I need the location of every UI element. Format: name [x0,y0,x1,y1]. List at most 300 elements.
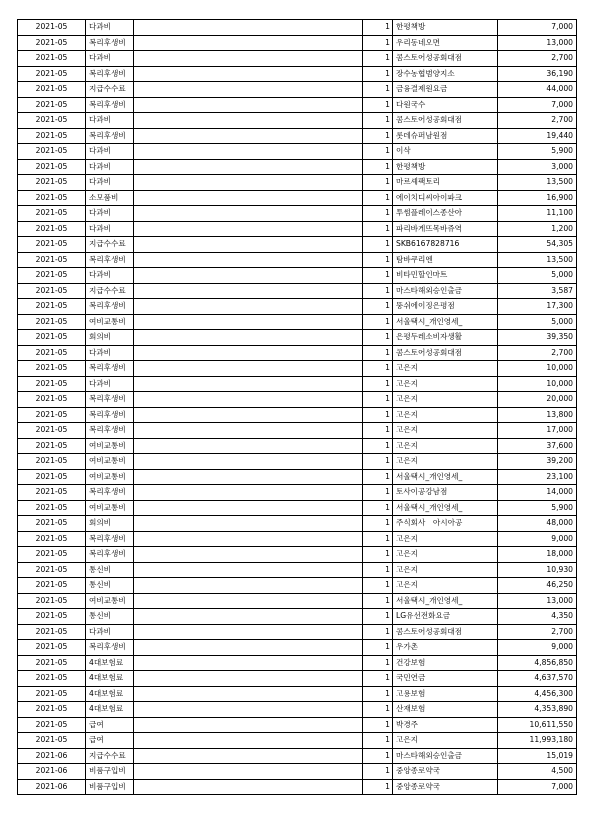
memo-cell [134,423,363,439]
month-cell: 2021-06 [18,748,86,764]
account-cell: 지급수수료 [86,82,134,98]
table-row [18,82,577,98]
table-row [18,113,577,129]
amount-cell: 4,637,570 [498,671,577,687]
vendor-cell: 토사이공강남점 [393,485,498,501]
memo-cell [134,330,363,346]
memo-cell [134,376,363,392]
memo-cell [134,748,363,764]
memo-cell [134,221,363,237]
quantity-cell: 1 [363,454,393,470]
account-cell: 여비교통비 [86,469,134,485]
account-cell: 다과비 [86,20,134,36]
account-cell: 여비교통비 [86,593,134,609]
amount-cell: 48,000 [498,516,577,532]
month-cell: 2021-05 [18,655,86,671]
memo-cell [134,206,363,222]
table-row [18,609,577,625]
account-cell: 소모품비 [86,190,134,206]
month-cell: 2021-05 [18,531,86,547]
vendor-cell: 우리동네오면 [393,35,498,51]
memo-cell [134,531,363,547]
account-cell: 복리후생비 [86,252,134,268]
account-cell: 지급수수료 [86,748,134,764]
month-cell: 2021-06 [18,779,86,795]
quantity-cell: 1 [363,190,393,206]
memo-cell [134,624,363,640]
account-cell: 복리후생비 [86,128,134,144]
table-row [18,671,577,687]
month-cell: 2021-05 [18,82,86,98]
memo-cell [134,562,363,578]
quantity-cell: 1 [363,128,393,144]
amount-cell: 3,000 [498,159,577,175]
expense-table [17,19,577,795]
vendor-cell: 투썸플레이스종산아 [393,206,498,222]
account-cell: 복리후생비 [86,547,134,563]
memo-cell [134,609,363,625]
account-cell: 복리후생비 [86,640,134,656]
memo-cell [134,686,363,702]
memo-cell [134,175,363,191]
account-cell: 복리후생비 [86,97,134,113]
amount-cell: 5,000 [498,268,577,284]
table-row [18,733,577,749]
vendor-cell: 국민연금 [393,671,498,687]
vendor-cell: 서울택시_개인영세_ [393,314,498,330]
memo-cell [134,252,363,268]
amount-cell: 37,600 [498,438,577,454]
amount-cell: 5,900 [498,144,577,160]
quantity-cell: 1 [363,144,393,160]
vendor-cell: 마스타해외승인출금 [393,748,498,764]
month-cell: 2021-05 [18,485,86,501]
table-row [18,748,577,764]
table-row [18,407,577,423]
expense-rows [18,20,577,795]
memo-cell [134,35,363,51]
vendor-cell: 에이치디씨아이파크 [393,190,498,206]
amount-cell: 4,456,300 [498,686,577,702]
month-cell: 2021-05 [18,593,86,609]
quantity-cell: 1 [363,330,393,346]
table-row [18,686,577,702]
quantity-cell: 1 [363,640,393,656]
month-cell: 2021-05 [18,469,86,485]
amount-cell: 13,800 [498,407,577,423]
quantity-cell: 1 [363,97,393,113]
table-row [18,578,577,594]
table-row [18,624,577,640]
amount-cell: 7,000 [498,20,577,36]
memo-cell [134,516,363,532]
account-cell: 4대보험료 [86,671,134,687]
amount-cell: 36,190 [498,66,577,82]
account-cell: 다과비 [86,175,134,191]
account-cell: 지급수수료 [86,237,134,253]
memo-cell [134,144,363,160]
vendor-cell: 비타민할인마트 [393,268,498,284]
vendor-cell: 서울택시_개인영세_ [393,593,498,609]
amount-cell: 5,900 [498,500,577,516]
table-row [18,640,577,656]
quantity-cell: 1 [363,500,393,516]
month-cell: 2021-05 [18,299,86,315]
table-row [18,206,577,222]
month-cell: 2021-05 [18,717,86,733]
month-cell: 2021-05 [18,562,86,578]
quantity-cell: 1 [363,779,393,795]
table-row [18,175,577,191]
account-cell: 다과비 [86,268,134,284]
account-cell: 다과비 [86,221,134,237]
vendor-cell: 콤스토어성공회대점 [393,624,498,640]
account-cell: 복리후생비 [86,423,134,439]
account-cell: 다과비 [86,206,134,222]
amount-cell: 7,000 [498,97,577,113]
amount-cell: 2,700 [498,624,577,640]
vendor-cell: 고은지 [393,376,498,392]
table-row [18,702,577,718]
account-cell: 복리후생비 [86,35,134,51]
month-cell: 2021-05 [18,66,86,82]
amount-cell: 23,100 [498,469,577,485]
quantity-cell: 1 [363,578,393,594]
quantity-cell: 1 [363,113,393,129]
table-row [18,562,577,578]
table-row [18,438,577,454]
quantity-cell: 1 [363,407,393,423]
table-row [18,500,577,516]
month-cell: 2021-05 [18,609,86,625]
amount-cell: 4,500 [498,764,577,780]
vendor-cell: 고용보험 [393,686,498,702]
vendor-cell: 고은지 [393,733,498,749]
table-row [18,376,577,392]
account-cell: 통신비 [86,578,134,594]
vendor-cell: 마르셰팩토리 [393,175,498,191]
table-row [18,531,577,547]
vendor-cell: 장수농협범양지소 [393,66,498,82]
quantity-cell: 1 [363,469,393,485]
month-cell: 2021-05 [18,175,86,191]
quantity-cell: 1 [363,20,393,36]
table-row [18,97,577,113]
vendor-cell: 마스타해외승인출금 [393,283,498,299]
table-row [18,469,577,485]
month-cell: 2021-05 [18,376,86,392]
month-cell: 2021-05 [18,128,86,144]
vendor-cell: 고은지 [393,562,498,578]
quantity-cell: 1 [363,733,393,749]
vendor-cell: 고은지 [393,454,498,470]
amount-cell: 39,350 [498,330,577,346]
memo-cell [134,733,363,749]
amount-cell: 14,000 [498,485,577,501]
month-cell: 2021-05 [18,190,86,206]
vendor-cell: 다원국수 [393,97,498,113]
amount-cell: 4,856,850 [498,655,577,671]
table-row [18,314,577,330]
table-row [18,345,577,361]
amount-cell: 10,930 [498,562,577,578]
memo-cell [134,97,363,113]
vendor-cell: 우가촌 [393,640,498,656]
account-cell: 복리후생비 [86,66,134,82]
month-cell: 2021-05 [18,733,86,749]
quantity-cell: 1 [363,423,393,439]
amount-cell: 2,700 [498,345,577,361]
amount-cell: 2,700 [498,51,577,67]
quantity-cell: 1 [363,314,393,330]
vendor-cell: 중앙종로약국 [393,764,498,780]
memo-cell [134,593,363,609]
month-cell: 2021-05 [18,314,86,330]
vendor-cell: 고은지 [393,438,498,454]
quantity-cell: 1 [363,686,393,702]
table-row [18,128,577,144]
quantity-cell: 1 [363,206,393,222]
memo-cell [134,392,363,408]
amount-cell: 4,350 [498,609,577,625]
table-row [18,764,577,780]
amount-cell: 13,000 [498,593,577,609]
quantity-cell: 1 [363,593,393,609]
amount-cell: 16,900 [498,190,577,206]
quantity-cell: 1 [363,361,393,377]
vendor-cell: SKB6167828716 [393,237,498,253]
month-cell: 2021-05 [18,345,86,361]
memo-cell [134,51,363,67]
amount-cell: 5,000 [498,314,577,330]
table-row [18,392,577,408]
vendor-cell: 중앙종로약국 [393,779,498,795]
month-cell: 2021-05 [18,671,86,687]
table-row [18,20,577,36]
vendor-cell: 고은지 [393,392,498,408]
vendor-cell: 고은지 [393,407,498,423]
amount-cell: 11,100 [498,206,577,222]
amount-cell: 10,000 [498,376,577,392]
account-cell: 다과비 [86,51,134,67]
vendor-cell: 박경주 [393,717,498,733]
table-row [18,237,577,253]
account-cell: 급여 [86,733,134,749]
table-row [18,454,577,470]
table-row [18,485,577,501]
vendor-cell: 고은지 [393,578,498,594]
account-cell: 복리후생비 [86,299,134,315]
account-cell: 4대보험료 [86,702,134,718]
amount-cell: 2,700 [498,113,577,129]
table-row [18,51,577,67]
month-cell: 2021-05 [18,144,86,160]
month-cell: 2021-05 [18,283,86,299]
quantity-cell: 1 [363,82,393,98]
month-cell: 2021-05 [18,438,86,454]
memo-cell [134,237,363,253]
vendor-cell: 콤스토어성공회대점 [393,51,498,67]
vendor-cell: 파리바게뜨목바쥬역 [393,221,498,237]
memo-cell [134,268,363,284]
quantity-cell: 1 [363,51,393,67]
quantity-cell: 1 [363,376,393,392]
month-cell: 2021-05 [18,686,86,702]
quantity-cell: 1 [363,159,393,175]
memo-cell [134,578,363,594]
memo-cell [134,454,363,470]
amount-cell: 9,000 [498,531,577,547]
quantity-cell: 1 [363,562,393,578]
vendor-cell: 탐바쿠리엔 [393,252,498,268]
amount-cell: 13,500 [498,252,577,268]
month-cell: 2021-05 [18,268,86,284]
account-cell: 복리후생비 [86,407,134,423]
memo-cell [134,190,363,206]
amount-cell: 10,000 [498,361,577,377]
vendor-cell: 고은지 [393,547,498,563]
memo-cell [134,671,363,687]
table-row [18,361,577,377]
table-row [18,268,577,284]
vendor-cell: 고은지 [393,423,498,439]
table-row [18,330,577,346]
table-row [18,144,577,160]
amount-cell: 39,200 [498,454,577,470]
month-cell: 2021-06 [18,764,86,780]
month-cell: 2021-05 [18,392,86,408]
month-cell: 2021-05 [18,20,86,36]
vendor-cell: 고은지 [393,531,498,547]
amount-cell: 11,993,180 [498,733,577,749]
account-cell: 복리후생비 [86,392,134,408]
month-cell: 2021-05 [18,702,86,718]
amount-cell: 18,000 [498,547,577,563]
memo-cell [134,82,363,98]
vendor-cell: 주식회사 아시아공 [393,516,498,532]
account-cell: 비품구입비 [86,779,134,795]
memo-cell [134,299,363,315]
table-row [18,159,577,175]
quantity-cell: 1 [363,392,393,408]
quantity-cell: 1 [363,175,393,191]
table-row [18,516,577,532]
amount-cell: 1,200 [498,221,577,237]
month-cell: 2021-05 [18,624,86,640]
table-row [18,593,577,609]
amount-cell: 19,440 [498,128,577,144]
amount-cell: 17,000 [498,423,577,439]
month-cell: 2021-05 [18,252,86,268]
vendor-cell: 금융결제원요금 [393,82,498,98]
month-cell: 2021-05 [18,330,86,346]
memo-cell [134,128,363,144]
account-cell: 다과비 [86,159,134,175]
month-cell: 2021-05 [18,361,86,377]
month-cell: 2021-05 [18,237,86,253]
quantity-cell: 1 [363,671,393,687]
account-cell: 여비교통비 [86,314,134,330]
quantity-cell: 1 [363,717,393,733]
quantity-cell: 1 [363,547,393,563]
month-cell: 2021-05 [18,221,86,237]
account-cell: 여비교통비 [86,500,134,516]
quantity-cell: 1 [363,66,393,82]
month-cell: 2021-05 [18,407,86,423]
amount-cell: 54,305 [498,237,577,253]
vendor-cell: 건강보험 [393,655,498,671]
quantity-cell: 1 [363,764,393,780]
vendor-cell: 은평두레소비자생활 [393,330,498,346]
month-cell: 2021-05 [18,113,86,129]
account-cell: 비품구입비 [86,764,134,780]
account-cell: 회의비 [86,516,134,532]
vendor-cell: 콤스토어성공회대점 [393,345,498,361]
quantity-cell: 1 [363,609,393,625]
vendor-cell: 한평책방 [393,20,498,36]
account-cell: 4대보험료 [86,686,134,702]
account-cell: 다과비 [86,376,134,392]
quantity-cell: 1 [363,655,393,671]
table-row [18,252,577,268]
account-cell: 복리후생비 [86,361,134,377]
memo-cell [134,20,363,36]
memo-cell [134,438,363,454]
memo-cell [134,485,363,501]
account-cell: 여비교통비 [86,438,134,454]
memo-cell [134,764,363,780]
table-row [18,547,577,563]
quantity-cell: 1 [363,702,393,718]
account-cell: 회의비 [86,330,134,346]
table-row [18,190,577,206]
table-row [18,779,577,795]
memo-cell [134,283,363,299]
ledger-sheet [17,19,576,795]
month-cell: 2021-05 [18,547,86,563]
month-cell: 2021-05 [18,97,86,113]
vendor-cell: 고은지 [393,361,498,377]
quantity-cell: 1 [363,748,393,764]
table-row [18,283,577,299]
table-row [18,66,577,82]
account-cell: 복리후생비 [86,485,134,501]
quantity-cell: 1 [363,345,393,361]
memo-cell [134,717,363,733]
table-row [18,423,577,439]
month-cell: 2021-05 [18,206,86,222]
table-row [18,655,577,671]
quantity-cell: 1 [363,35,393,51]
month-cell: 2021-05 [18,640,86,656]
account-cell: 복리후생비 [86,531,134,547]
memo-cell [134,547,363,563]
table-row [18,35,577,51]
table-row [18,221,577,237]
vendor-cell: 콤스토어성공회대점 [393,113,498,129]
amount-cell: 13,000 [498,35,577,51]
month-cell: 2021-05 [18,578,86,594]
amount-cell: 4,353,890 [498,702,577,718]
account-cell: 지급수수료 [86,283,134,299]
account-cell: 다과비 [86,345,134,361]
memo-cell [134,655,363,671]
month-cell: 2021-05 [18,423,86,439]
memo-cell [134,640,363,656]
amount-cell: 10,611,550 [498,717,577,733]
memo-cell [134,469,363,485]
table-row [18,717,577,733]
